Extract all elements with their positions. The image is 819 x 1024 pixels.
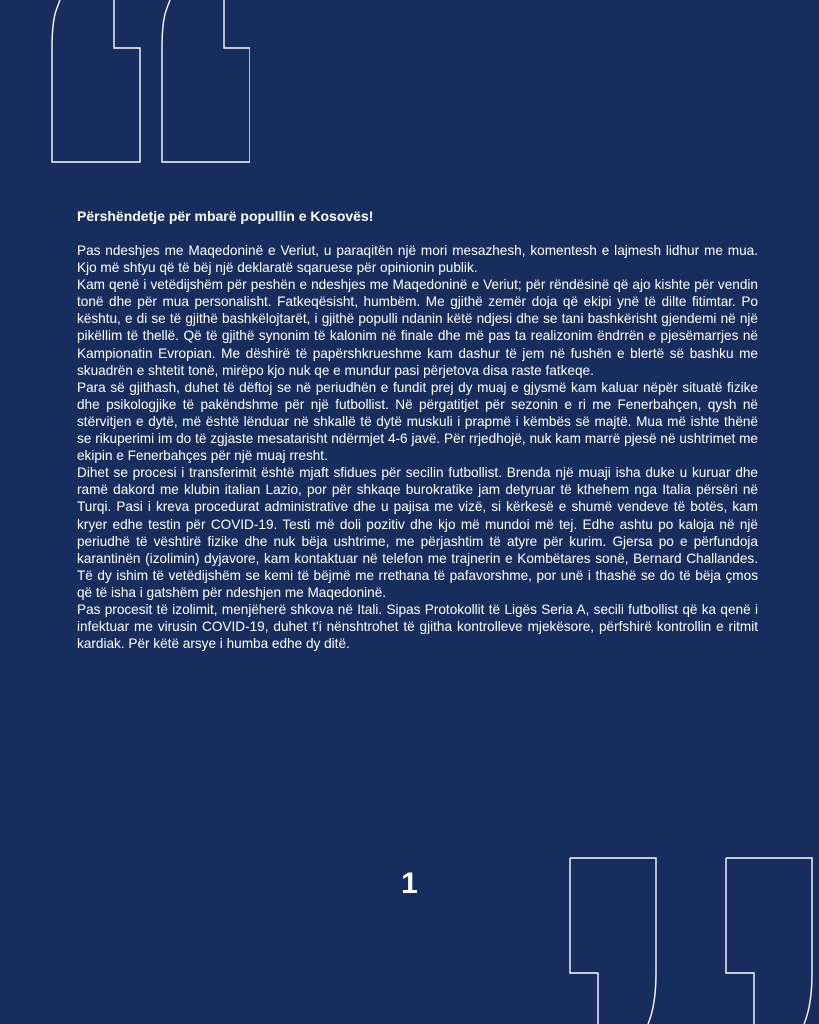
letter-paragraph-1: Pas ndeshjes me Maqedoninë e Veriut, u paraqitën një mori mesazhesh, komentesh e lajmesh lidhur me mua. Kjo më shtyu që të bëj një deklaratë sqaruese për opinionin publik. [77,243,758,276]
greeting-heading: Përshëndetje për mbarë popullin e Kosovës! [77,208,374,224]
page-number: 1 [401,867,418,900]
letter-paragraph-4: Dihet se procesi i transferimit është mjaft sfidues për secilin futbollist. Brenda një muaji isha duke u kuruar dhe ramë dakord me klubin italian Lazio, por për shkaqe burokratike jam detyruar të kthehem nga Italia përsëri në Turqi. Pasi i kreva procedurat administrative dhe u pajisa me vizë, si kërkesë e shumë vendeve të botës, kam kryer edhe testin për COVID-19. Testi më doli pozitiv dhe kjo më mundoi më tej. Edhe ashtu po kaloja në një periudhë të vështirë fizike dhe nuk bëja ushtrime, me përjashtim të atyre për kurim. Gjersa po e përfundoja karantinën (izolimin) dyjavore, kam kontaktuar në telefon me trajnerin e Kombëtares sonë, Bernard Challandes. Të dy ishim të vetëdijshëm se kemi të bëjmë me rrethana të pafavorshme, por unë i thashë se do të bëja çmos që të isha i gatshëm për ndeshjen me Maqedoninë. [77,465,758,600]
letter-body [77,208,758,652]
closing-quote-outline-icon [560,855,819,1024]
opening-quote-outline-icon [0,0,250,170]
letter-paragraph-2: Kam qenë i vetëdijshëm për peshën e ndeshjes me Maqedoninë e Veriut; për rëndësinë që ajo kishte për vendin tonë dhe për mua personalisht. Fatkeqësisht, humbëm. Me gjithë zemër doja që ekipi ynë të dilte fitimtar. Po kështu, e di se të gjithë bashkëlojtarët, i gjithë populli ndanin këtë ndjesi dhe se tani bashkërisht gjendemi në një pikëllim të thellë. Që të gjithë synonim të kalonim në finale dhe më pas ta realizonim ëndrrën e pjesëmarrjes në Kampionatin Evropian. Me dëshirë të papërshkrueshme kam dashur të jem në fushën e blertë së bashku me skuadrën e shtetit tonë, mirëpo kjo nuk qe e mundur pasi përjetova disa raste fatkeqe. [77,277,758,378]
letter-paragraph-5: Pas procesit të izolimit, menjëherë shkova në Itali. Sipas Protokollit të Ligës Seria A, secili futbollist që ka qenë i infektuar me virusin COVID-19, duhet t'i nënshtrohet të gjitha kontrolleve mjekësore, përfshirë kontrollin e ritmit kardiak. Për këtë arsye i humba edhe dy ditë. [77,601,758,652]
letter-paragraph-3: Para së gjithash, duhet të dëftoj se në periudhën e fundit prej dy muaj e gjysmë kam kaluar nëpër situatë fizike dhe psikologjike të pakëndshme për një futbollist. Në përgatitjet për sezonin e ri me Fenerbahçen, qysh në stërvitjen e dytë, më është lënduar në shkallë të dytë muskuli i prapmë i këmbës së majtë. Mua më ishte thënë se rikuperimi im do të zgjaste mesatarisht ndërmjet 4-6 javë. Për rrjedhojë, nuk kam marrë pjesë në ushtrimet me ekipin e Fenerbahçes për një muaj rresht. [77,379,758,464]
